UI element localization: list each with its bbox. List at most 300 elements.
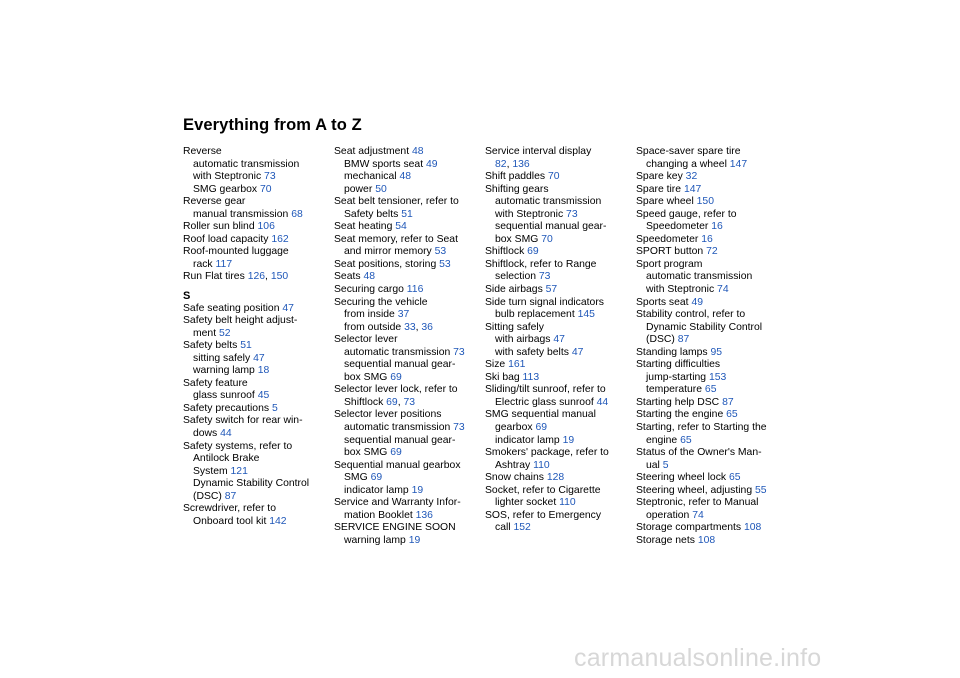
page-link[interactable]: 147 bbox=[729, 158, 748, 170]
index-entry bbox=[183, 378, 333, 391]
index-subentry bbox=[334, 309, 484, 322]
page-link[interactable]: 68 bbox=[291, 208, 303, 220]
index-entry bbox=[183, 271, 333, 284]
index-term: operation bbox=[646, 509, 693, 521]
index-term: gearbox bbox=[495, 422, 536, 434]
page-link[interactable]: 65 bbox=[680, 434, 692, 446]
page-link[interactable]: 16 bbox=[701, 233, 713, 245]
page-link[interactable]: 48 bbox=[363, 271, 376, 283]
index-term: Seat adjustment bbox=[334, 146, 412, 157]
index-entry bbox=[334, 234, 484, 247]
page-link[interactable]: 136 bbox=[415, 509, 433, 521]
index-entry bbox=[636, 309, 786, 322]
page-link[interactable]: 69 bbox=[370, 472, 383, 484]
index-term: dows bbox=[193, 428, 221, 440]
index-term: Safety feature bbox=[183, 377, 248, 389]
index-term: Storage nets bbox=[636, 534, 698, 546]
index-entry bbox=[485, 146, 635, 159]
index-term: Reverse bbox=[183, 146, 222, 157]
index-term: bulb replacement bbox=[495, 309, 578, 321]
index-term: changing a wheel bbox=[646, 158, 730, 170]
index-term: manual transmission bbox=[193, 208, 292, 220]
index-entry bbox=[636, 497, 786, 510]
index-entry bbox=[334, 497, 484, 510]
page-link[interactable]: 74 bbox=[717, 284, 729, 296]
index-entry bbox=[183, 303, 333, 316]
index-term: Dynamic Stability Control bbox=[193, 478, 310, 490]
page-link[interactable]: 53 bbox=[439, 258, 451, 270]
index-term: Shiftlock bbox=[344, 396, 387, 408]
index-term: Seat memory, refer to Seat bbox=[334, 233, 458, 245]
index-term: Storage compartments bbox=[636, 522, 744, 534]
index-term: selection bbox=[495, 271, 539, 283]
page-link[interactable]: 87 bbox=[224, 490, 237, 502]
index-term: power bbox=[344, 183, 376, 195]
index-entry bbox=[183, 246, 333, 259]
index-term: BMW sports seat bbox=[344, 158, 426, 170]
index-term: box SMG bbox=[495, 233, 542, 245]
page-link[interactable]: 51 bbox=[240, 340, 252, 352]
index-entry bbox=[485, 409, 635, 422]
index-term: Seat heating bbox=[334, 221, 396, 233]
page-link[interactable]: 5 bbox=[271, 402, 278, 414]
index-term: Service interval display bbox=[485, 146, 592, 157]
index-entry bbox=[334, 284, 484, 297]
index-term: Roof-mounted luggage bbox=[183, 246, 289, 258]
index-subentry bbox=[334, 347, 484, 360]
index-subentry bbox=[334, 184, 484, 197]
index-entry bbox=[485, 384, 635, 397]
index-term: from outside bbox=[344, 321, 405, 333]
page-link[interactable]: 57 bbox=[545, 284, 558, 296]
index-term: with Steptronic bbox=[646, 284, 718, 296]
index-term: SERVICE ENGINE SOON bbox=[334, 522, 456, 534]
index-term: Seat positions, storing bbox=[334, 258, 440, 270]
index-entry bbox=[485, 284, 635, 297]
index-subentry bbox=[636, 271, 786, 284]
page-link[interactable]: 147 bbox=[683, 183, 702, 195]
page-link[interactable]: 95 bbox=[710, 346, 723, 358]
index-subentry bbox=[485, 234, 635, 247]
page-link[interactable]: 108 bbox=[744, 522, 762, 534]
index-term: Steering wheel lock bbox=[636, 472, 729, 484]
index-entry bbox=[183, 503, 333, 516]
index-entry bbox=[636, 209, 786, 222]
index-entry bbox=[334, 221, 484, 234]
index-term: mation Booklet bbox=[344, 509, 416, 521]
index-term: Side turn signal indicators bbox=[485, 296, 604, 308]
index-term: with safety belts bbox=[495, 346, 572, 358]
index-subentry bbox=[183, 365, 333, 378]
index-term: Selector lever positions bbox=[334, 409, 442, 421]
index-term: Ski bag bbox=[485, 371, 523, 383]
index-subentry bbox=[334, 359, 484, 372]
index-term: Securing cargo bbox=[334, 284, 407, 296]
index-term: Sports seat bbox=[636, 296, 692, 308]
index-term: Antilock Brake bbox=[193, 453, 260, 465]
page-link[interactable]: 69 bbox=[535, 422, 547, 434]
index-term: Reverse gear bbox=[183, 196, 246, 208]
page-link[interactable]: 69 bbox=[390, 447, 402, 459]
page-link[interactable]: 19 bbox=[562, 434, 575, 446]
index-subentry bbox=[183, 159, 333, 172]
index-subentry bbox=[485, 522, 635, 535]
index-subentry bbox=[334, 372, 484, 385]
index-subentry bbox=[334, 159, 484, 172]
index-subentry bbox=[334, 422, 484, 435]
index-term: Starting, refer to Starting the bbox=[636, 422, 767, 434]
index-entry bbox=[183, 146, 333, 159]
index-subentry bbox=[183, 390, 333, 403]
index-term: Speedometer bbox=[646, 221, 712, 233]
page-title: Everything from A to Z bbox=[183, 116, 362, 134]
index-term: Steering wheel, adjusting bbox=[636, 484, 755, 496]
index-entry bbox=[636, 447, 786, 460]
index-entry bbox=[183, 234, 333, 247]
index-term: Safety belts bbox=[344, 208, 402, 220]
page-link[interactable]: 82 bbox=[495, 158, 507, 170]
watermark: carmanualsonline.info bbox=[574, 644, 822, 672]
index-subentry bbox=[183, 491, 333, 504]
page-link[interactable]: 110 bbox=[533, 459, 550, 471]
index-term: warning lamp bbox=[193, 365, 258, 377]
index-entry bbox=[485, 510, 635, 523]
index-term: lighter socket bbox=[495, 497, 560, 509]
page-link[interactable]: 16 bbox=[711, 221, 723, 233]
index-term: Socket, refer to Cigarette bbox=[485, 484, 601, 496]
index-term: Snow chains bbox=[485, 472, 547, 484]
index-subentry bbox=[485, 196, 635, 209]
index-entry bbox=[636, 347, 786, 360]
index-entry bbox=[183, 196, 333, 209]
index-term: Steptronic, refer to Manual bbox=[636, 497, 759, 509]
page-link[interactable]: 145 bbox=[577, 309, 595, 321]
index-term: Stability control, refer to bbox=[636, 309, 746, 321]
index-entry bbox=[334, 409, 484, 422]
page-link[interactable]: 52 bbox=[219, 327, 231, 339]
index-term: Selector lever lock, refer to bbox=[334, 384, 458, 396]
page-link[interactable]: 162 bbox=[271, 233, 289, 245]
index-term: Seats bbox=[334, 271, 364, 283]
index-entry bbox=[485, 372, 635, 385]
index-entry bbox=[183, 315, 333, 328]
page-link[interactable]: 136 bbox=[512, 158, 530, 170]
page-link[interactable]: 47 bbox=[253, 352, 265, 364]
page-link[interactable]: 5 bbox=[662, 459, 669, 471]
index-entry bbox=[334, 271, 484, 284]
index-term: automatic transmission bbox=[193, 158, 300, 170]
index-entry bbox=[636, 522, 786, 535]
page-link[interactable]: 113 bbox=[522, 371, 540, 383]
page-link[interactable]: 126 bbox=[247, 271, 266, 283]
index-term: glass sunroof bbox=[193, 390, 258, 402]
index-entry bbox=[636, 472, 786, 485]
index-subentry bbox=[485, 221, 635, 234]
index-subentry bbox=[183, 516, 333, 529]
index-subentry bbox=[485, 347, 635, 360]
index-term: Sliding/tilt sunroof, refer to bbox=[485, 384, 606, 396]
index-entry bbox=[636, 196, 786, 209]
index-column-2 bbox=[334, 146, 484, 548]
index-term: Service and Warranty Infor- bbox=[334, 497, 461, 509]
index-term: automatic transmission bbox=[495, 196, 602, 208]
page-link[interactable]: 65 bbox=[704, 384, 717, 396]
index-subentry bbox=[485, 422, 635, 435]
index-subentry bbox=[485, 271, 635, 284]
page-link[interactable]: 45 bbox=[257, 390, 270, 402]
page-link[interactable]: 87 bbox=[677, 334, 690, 346]
index-subentry bbox=[636, 159, 786, 172]
index-subentry bbox=[636, 435, 786, 448]
page-link[interactable]: 44 bbox=[596, 396, 609, 408]
index-entry bbox=[334, 384, 484, 397]
index-entry bbox=[485, 359, 635, 372]
page-link[interactable]: 48 bbox=[411, 146, 424, 157]
index-subentry bbox=[183, 428, 333, 441]
index-subentry bbox=[334, 485, 484, 498]
page-link[interactable]: 47 bbox=[571, 346, 584, 358]
page-link[interactable]: 50 bbox=[375, 183, 387, 195]
index-term: Starting the engine bbox=[636, 409, 727, 421]
index-subentry bbox=[334, 535, 484, 548]
page-link[interactable]: 73 bbox=[264, 171, 276, 183]
page-link[interactable]: 49 bbox=[691, 296, 704, 308]
index-entry bbox=[636, 171, 786, 184]
index-subentry bbox=[636, 372, 786, 385]
index-term: Spare key bbox=[636, 171, 686, 183]
index-subentry bbox=[485, 435, 635, 448]
page-link[interactable]: 72 bbox=[706, 246, 718, 258]
index-entry bbox=[636, 422, 786, 435]
page-link[interactable]: 19 bbox=[411, 484, 424, 496]
page-link[interactable]: 142 bbox=[269, 515, 287, 527]
index-entry bbox=[485, 485, 635, 498]
index-term: from inside bbox=[344, 309, 398, 321]
index-subentry bbox=[334, 447, 484, 460]
index-term: (DSC) bbox=[193, 490, 225, 502]
page-link[interactable]: 18 bbox=[257, 365, 270, 377]
index-term: SMG bbox=[344, 472, 371, 484]
page-link[interactable]: 53 bbox=[434, 246, 447, 258]
page-link[interactable]: 87 bbox=[722, 396, 734, 408]
page-link[interactable]: 44 bbox=[220, 428, 232, 440]
page-link[interactable]: 128 bbox=[546, 472, 565, 484]
index-subentry bbox=[183, 466, 333, 479]
index-subentry bbox=[334, 397, 484, 410]
page-link[interactable]: 47 bbox=[282, 302, 294, 314]
index-subentry bbox=[183, 328, 333, 341]
page-link[interactable]: 54 bbox=[395, 221, 407, 233]
page-link[interactable]: 110 bbox=[559, 497, 576, 509]
page-link[interactable]: 153 bbox=[708, 371, 727, 383]
page-link[interactable]: 47 bbox=[553, 334, 565, 346]
index-term: Onboard tool kit bbox=[193, 515, 270, 527]
index-term: Sitting safely bbox=[485, 321, 544, 333]
page-link[interactable]: 74 bbox=[692, 509, 704, 521]
page-link[interactable]: 73 bbox=[453, 422, 465, 434]
index-term: with Steptronic bbox=[495, 208, 567, 220]
index-term: Dynamic Stability Control bbox=[646, 321, 763, 333]
index-term: Starting help DSC bbox=[636, 396, 723, 408]
index-entry bbox=[636, 535, 786, 548]
index-term: Sequential manual gearbox bbox=[334, 459, 461, 471]
index-subentry bbox=[636, 334, 786, 347]
index-entry bbox=[334, 297, 484, 310]
index-term: indicator lamp bbox=[495, 434, 563, 446]
index-term: warning lamp bbox=[344, 534, 409, 546]
index-term: Safety belts bbox=[183, 340, 241, 352]
index-column-1 bbox=[183, 146, 333, 528]
page-separator: , bbox=[415, 321, 422, 333]
page-link[interactable]: 70 bbox=[547, 171, 560, 183]
index-entry bbox=[485, 472, 635, 485]
index-subentry bbox=[636, 460, 786, 473]
index-entry bbox=[485, 447, 635, 460]
page-link[interactable]: 108 bbox=[697, 534, 716, 546]
page-link[interactable]: 117 bbox=[215, 258, 233, 270]
index-term: Shiftlock, refer to Range bbox=[485, 258, 597, 270]
page-link[interactable]: 152 bbox=[513, 522, 531, 534]
index-column-3 bbox=[485, 146, 635, 535]
index-entry bbox=[183, 340, 333, 353]
index-entry bbox=[636, 397, 786, 410]
page-link[interactable]: 36 bbox=[421, 321, 433, 333]
index-term: with airbags bbox=[495, 334, 554, 346]
page-separator: , bbox=[265, 271, 271, 283]
index-term: rack bbox=[193, 258, 216, 270]
page-separator: , bbox=[506, 158, 513, 170]
index-entry bbox=[183, 221, 333, 234]
page-link[interactable]: 37 bbox=[397, 309, 410, 321]
index-term: automatic transmission bbox=[344, 422, 454, 434]
index-term: Ashtray bbox=[495, 459, 534, 471]
index-subentry bbox=[485, 460, 635, 473]
index-column-4 bbox=[636, 146, 786, 548]
index-entry bbox=[334, 334, 484, 347]
page-link[interactable]: 70 bbox=[541, 233, 553, 245]
index-entry bbox=[334, 259, 484, 272]
page-link[interactable]: 73 bbox=[403, 396, 416, 408]
index-subentry bbox=[183, 259, 333, 272]
page-link[interactable]: 65 bbox=[729, 472, 741, 484]
index-entry bbox=[636, 146, 786, 159]
index-subentry bbox=[334, 171, 484, 184]
index-term: (DSC) bbox=[646, 334, 678, 346]
index-subentry bbox=[334, 472, 484, 485]
page-link[interactable]: 65 bbox=[726, 409, 738, 421]
index-term: sequential manual gear- bbox=[344, 434, 456, 446]
page-link[interactable]: 49 bbox=[426, 158, 438, 170]
page-link[interactable]: 73 bbox=[538, 271, 551, 283]
index-entry bbox=[334, 522, 484, 535]
index-term: Spare wheel bbox=[636, 196, 697, 208]
index-term: System bbox=[193, 465, 231, 477]
page-link[interactable]: 48 bbox=[399, 171, 412, 183]
index-entry bbox=[636, 485, 786, 498]
index-term: Sport program bbox=[636, 258, 703, 270]
index-term: Shiftlock bbox=[485, 246, 528, 258]
index-term: Speed gauge, refer to bbox=[636, 208, 737, 220]
index-entry bbox=[636, 259, 786, 272]
index-subentry bbox=[334, 209, 484, 222]
index-term: indicator lamp bbox=[344, 484, 412, 496]
index-term: Screwdriver, refer to bbox=[183, 503, 276, 515]
index-term: call bbox=[495, 522, 514, 534]
index-term: SOS, refer to Emergency bbox=[485, 509, 602, 521]
index-term: Shift paddles bbox=[485, 171, 548, 183]
index-term: automatic transmission bbox=[344, 346, 454, 358]
index-term: engine bbox=[646, 434, 681, 446]
index-term: SMG gearbox bbox=[193, 183, 260, 195]
index-entry bbox=[636, 409, 786, 422]
index-entry bbox=[636, 246, 786, 259]
page-link[interactable]: 116 bbox=[406, 284, 424, 296]
page-link[interactable]: 150 bbox=[270, 271, 289, 283]
page-link[interactable]: 69 bbox=[390, 371, 402, 383]
index-subentry bbox=[636, 284, 786, 297]
index-subentry bbox=[183, 171, 333, 184]
index-entry bbox=[485, 171, 635, 184]
page-link[interactable]: 19 bbox=[408, 534, 421, 546]
index-entry bbox=[183, 415, 333, 428]
page-link[interactable]: 73 bbox=[566, 208, 578, 220]
index-subentry bbox=[183, 478, 333, 491]
index-entry bbox=[485, 297, 635, 310]
page-link[interactable]: 73 bbox=[453, 346, 465, 358]
page-link[interactable]: 69 bbox=[527, 246, 539, 258]
index-term: automatic transmission bbox=[646, 271, 753, 283]
page-link[interactable]: 121 bbox=[230, 465, 248, 477]
index-term: jump-starting bbox=[646, 371, 709, 383]
index-subentry bbox=[334, 246, 484, 259]
index-term: Roof load capacity bbox=[183, 233, 272, 245]
page-link[interactable]: 51 bbox=[401, 208, 413, 220]
page-link[interactable]: 161 bbox=[508, 359, 526, 371]
page-link[interactable]: 33 bbox=[404, 321, 416, 333]
index-entry bbox=[485, 246, 635, 259]
index-entry bbox=[636, 359, 786, 372]
page-link[interactable]: 69 bbox=[386, 396, 398, 408]
page-link[interactable]: 150 bbox=[696, 196, 714, 208]
index-term: Securing the vehicle bbox=[334, 296, 428, 308]
index-entry bbox=[636, 297, 786, 310]
index-term: Side airbags bbox=[485, 284, 546, 296]
page-link[interactable]: 32 bbox=[685, 171, 698, 183]
index-term: sequential manual gear- bbox=[495, 221, 607, 233]
index-subentry bbox=[183, 184, 333, 197]
page-link[interactable]: 70 bbox=[260, 183, 272, 195]
index-term: ual bbox=[646, 459, 663, 471]
index-term: Run Flat tires bbox=[183, 271, 248, 283]
index-entry bbox=[334, 196, 484, 209]
index-subentry bbox=[485, 397, 635, 410]
index-term: box SMG bbox=[344, 447, 391, 459]
index-term: sequential manual gear- bbox=[344, 359, 456, 371]
index-subentry bbox=[636, 510, 786, 523]
page-link[interactable]: 55 bbox=[755, 484, 767, 496]
page-link[interactable]: 106 bbox=[257, 221, 275, 233]
index-term: S bbox=[183, 290, 191, 303]
index-term: Starting difficulties bbox=[636, 359, 721, 371]
index-term: ment bbox=[193, 327, 219, 339]
index-term: Selector lever bbox=[334, 334, 398, 346]
index-term: Safety precautions bbox=[183, 402, 272, 414]
index-entry bbox=[334, 146, 484, 159]
index-term: Space-saver spare tire bbox=[636, 146, 741, 157]
index-entry bbox=[485, 259, 635, 272]
index-term: sitting safely bbox=[193, 352, 254, 364]
index-term: Status of the Owner's Man- bbox=[636, 447, 762, 459]
